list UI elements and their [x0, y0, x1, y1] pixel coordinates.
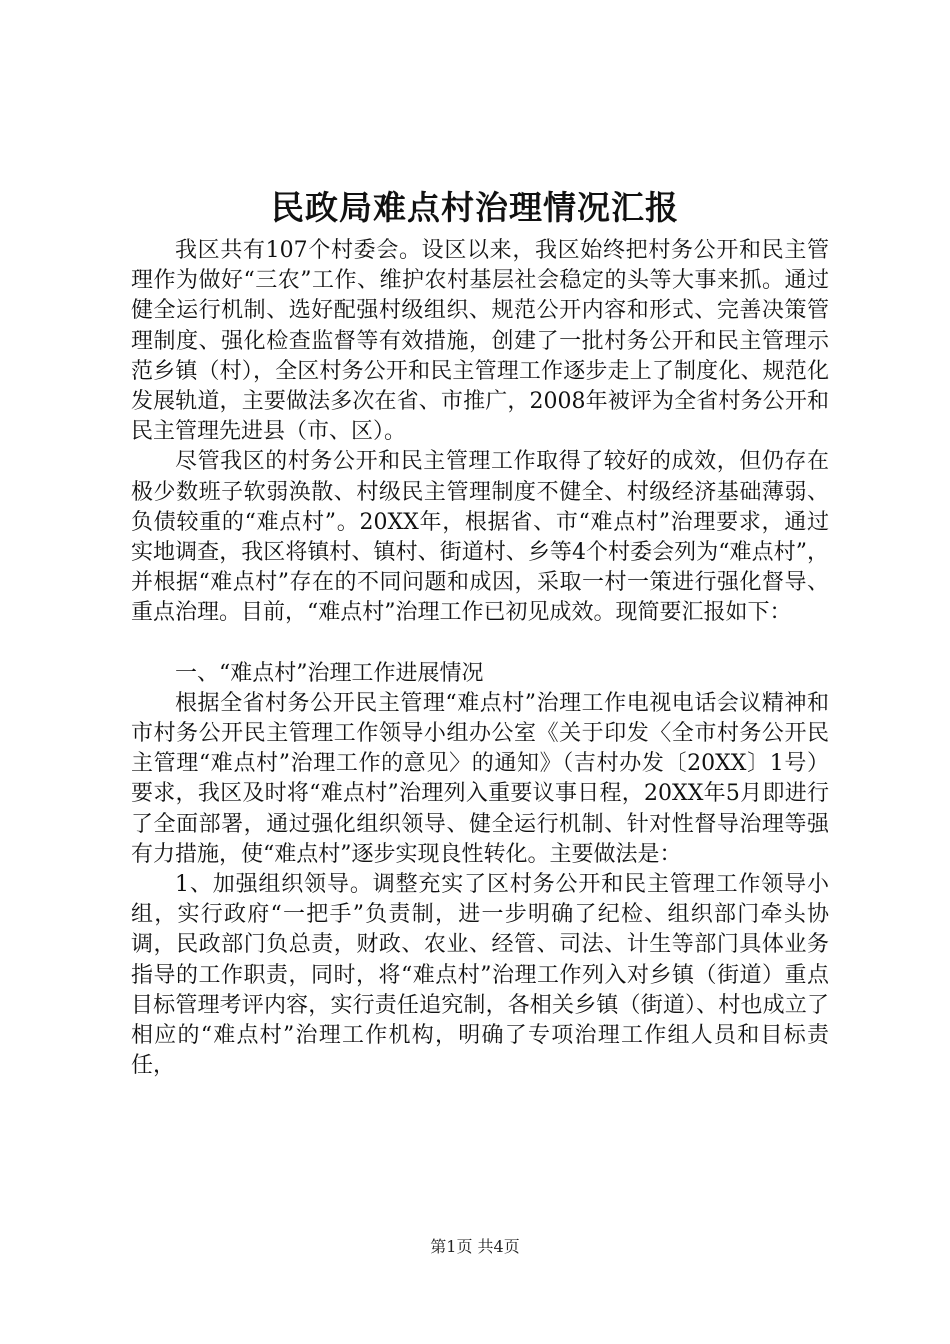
paragraph-spacer — [131, 629, 829, 659]
paragraph-measure-1: 1、加强组织领导。调整充实了区村务公开和民主管理工作领导小组，实行政府“一把手”负责制，进一步明确了纪检、组织部门牵头协调，民政部门负总责，财政、农业、经管、司法、计生等部门具体业务指导的工作职责，同时，将“难点村”治理工作列入对乡镇（街道）重点目标管理考评内容，实行责任追究制，各相关乡镇（街道）、村也成立了相应的“难点村”治理工作机构，明确了专项治理工作组人员和目标责任， — [131, 872, 829, 1079]
page-footer: 第1页 共4页 — [430, 1237, 520, 1256]
paragraph-progress: 根据全省村务公开民主管理“难点村”治理工作电视电话会议精神和市村务公开民主管理工作领导小组办公室《关于印发〈全市村务公开民主管理“难点村”治理工作的意见〉的通知》（吉村办发〔20XX〕1号）要求，我区及时将“难点村”治理列入重要议事日程，20XX年5月即进行了全面部署，通过强化组织领导、健全运行机制、针对性督导治理等强有力措施，使“难点村”逐步实现良性转化。主要做法是： — [131, 690, 829, 867]
paragraph-intro: 我区共有107个村委会。设区以来，我区始终把村务公开和民主管理作为做好“三农”工作、维护农村基层社会稳定的头等大事来抓。通过健全运行机制、选好配强村级组织、规范公开内容和形式、完善决策管理制度、强化检查监督等有效措施，创建了一批村务公开和民主管理示范乡镇（村），全区村务公开和民主管理工作逐步走上了制度化、规范化发展轨道，主要做法多次在省、市推广，2008年被评为全省村务公开和民主管理先进县（市、区）。 — [131, 238, 829, 445]
document-title: 民政局难点村治理情况汇报 — [271, 188, 679, 227]
document-body — [131, 236, 829, 1081]
paragraph-problems: 尽管我区的村务公开和民主管理工作取得了较好的成效，但仍存在极少数班子软弱涣散、村级民主管理制度不健全、村级经济基础薄弱、负债较重的“难点村”。20XX年，根据省、市“难点村”治理要求，通过实地调查，我区将镇村、镇村、街道村、乡等4个村委会列为“难点村”，并根据“难点村”存在的不同问题和成因，采取一村一策进行强化督导、重点治理。目前，“难点村”治理工作已初见成效。现简要汇报如下： — [131, 449, 829, 626]
section-heading: 一、“难点村”治理工作进展情况 — [175, 660, 484, 686]
